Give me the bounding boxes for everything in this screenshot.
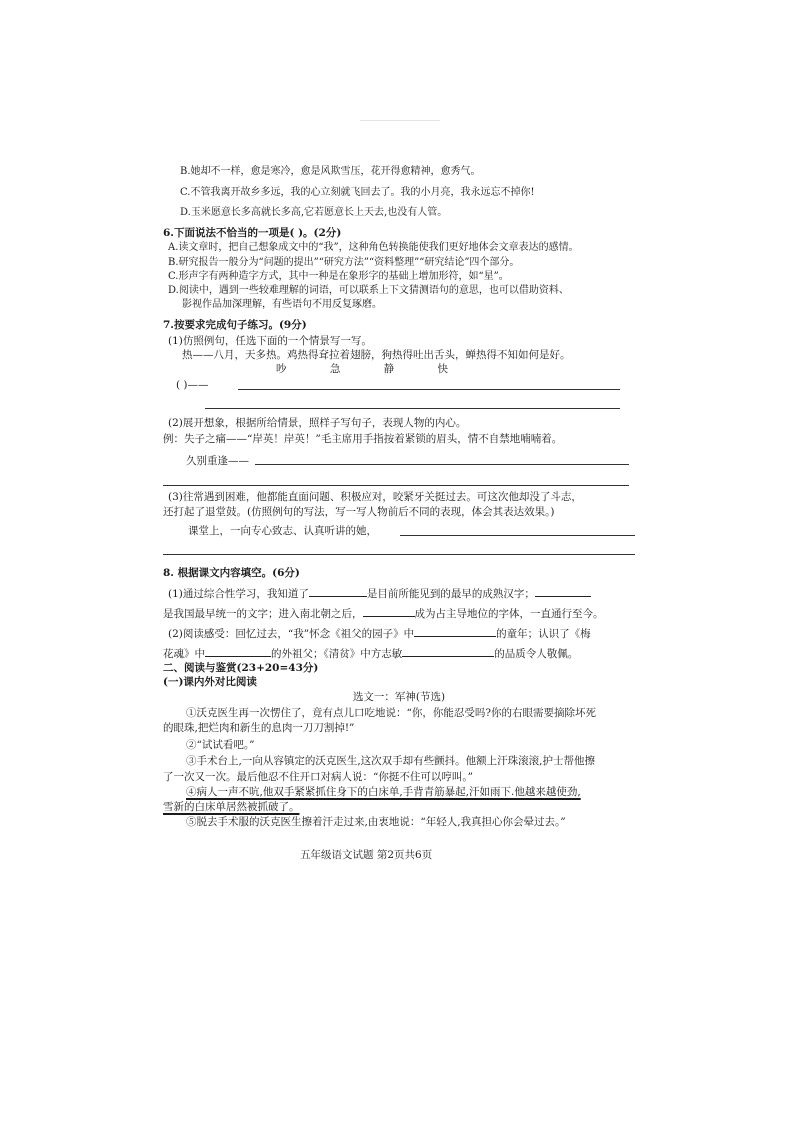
q7-part2-answer-line-2[interactable] [163,485,629,486]
q7-part1-answer-prefix: ( )—— [176,379,209,391]
q8-line-2-text-b: 成为占主导地位的字体，一直通行至今。 [414,608,604,620]
passage-para-3-line-2: 了一次又一次。最后他忍不住开口对病人说：“你挺不住可以哼叫。” [163,771,473,783]
q8-line-3-text-b: 的童年；认识了《梅 [496,628,591,640]
passage-para-4-line-1: ④病人一声不吭,他双手紧紧抓住身下的白床单,手背青筋暴起,汗如雨下.他越来越使劲, [186,786,581,798]
passage-title: 选文一：军神(节选) [352,691,446,703]
q8-line-3 [168,625,591,641]
q7-part1-instruction: (1)仿照例句，任选下面的一个情景写一写。 [168,335,372,347]
passage-para-5: ⑤脱去手术服的沃克医生擦着汗走过来,由衷地说：“年轻人,我真担心你会晕过去。” [186,816,566,828]
q8-blank-6[interactable] [402,645,494,657]
q7-part1-example: 热——八月，天多热。鸡热得耷拉着翅膀，狗热得吐出舌头，蝉热得不知如何是好。 [182,349,571,361]
q7-part3-text-2: 还打起了退堂鼓。(仿照例句的写法，写一写人物前后不同的表现，体会其表达效果。) [163,506,555,518]
q8-line-1 [168,585,591,601]
word-jing: 静 [383,363,395,375]
q8-line-1-text-a: (1)通过综合性学习，我知道了 [168,588,309,600]
q5-option-d: D.玉米愿意长多高就长多高,它若愿意长上天去,也没有人管。 [180,207,448,218]
q7-part1-answer-line-2[interactable] [205,408,620,409]
q8-line-4-text-b: 的外祖父；《清贫》中方志敏 [271,648,403,660]
q6-option-a: A.读文章时，把自己想象成文中的“我”，这种角色转换能使我们更好地体会文章表达的感情。 [168,242,579,253]
page-footer: 五年级语文试题 第2页共6页 [300,849,433,861]
q8-line-2-text-a: 是我国最早统一的文字；进入南北朝之后， [163,608,363,620]
q7-part3-answer-line-1[interactable] [400,535,635,536]
q8-blank-3[interactable] [363,605,415,617]
q7-part2-answer-prefix: 久别重逢—— [186,455,249,467]
q8-line-2 [163,605,604,621]
q6-option-b: B.研究报告一般分为“问题的提出”“研究方法”“资料整理”“研究结论”四个部分。 [168,257,520,268]
passage-para-4-line-2: 雪新的白床单居然被抓破了。 [163,801,300,813]
q8-line-3-text-a: (2)阅读感受：回忆过去，“我”怀念《祖父的园子》中 [168,628,415,640]
q8-line-4-text-c: 的品质令人敬佩。 [494,648,579,660]
section2-subtitle: (一)课内外对比阅读 [163,676,257,688]
q8-stem: 8. 根据课文内容填空。(6分) [163,567,300,579]
q8-line-4 [163,645,578,661]
q8-blank-5[interactable] [205,645,271,657]
q6-option-d-line2: 影视作品加深理解，有些语句不用反复琢磨。 [182,299,382,310]
q7-part2-example: 例：失子之痛——“岸英！岸英！”毛主席用手指按着紧锁的眉头，情不自禁地喃喃着。 [163,433,563,445]
passage-para-3-line-1: ③手术台上,一向从容镇定的沃克医生,这次双手却有些颤抖。他额上汗珠滚滚,护士帮他擦 [186,755,596,767]
q6-option-d-line1: D.阅读中，遇到一些较难理解的词语，可以联系上下文猜测语句的意思，也可以借助资料、 [168,285,569,296]
q8-blank-4[interactable] [414,625,496,637]
q6-option-c: C.形声字有两种造字方式，其中一种是在象形字的基础上增加形符，如“星”。 [168,271,509,282]
word-ji: 急 [329,363,341,375]
word-chao: 吵 [276,363,287,375]
passage-para-1-line-1: ①沃克医生再一次愣住了，竟有点儿口吃地说：“你，你能忍受吗?你的右眼需要摘除坏死 [186,707,596,719]
q7-part3-answer-prefix: 课堂上，一向专心致志、认真听讲的她， [188,525,377,537]
q5-option-b: B.她却不一样，愈是寒冷，愈是风欺雪压，花开得愈精神，愈秀气。 [180,166,481,177]
section2-title: 二、阅读与鉴赏(23+20=43分) [163,662,319,674]
q5-option-c: C.不管我离开故乡多远，我的心立刻就飞回去了。我的小月亮，我永远忘不掉你! [180,187,535,198]
q6-stem: 6.下面说法不恰当的一项是( )。(2分) [163,227,342,239]
q8-line-4-text-a: 花魂》中 [163,648,205,660]
q8-blank-2[interactable] [535,585,591,597]
scan-artifact-line [360,120,440,121]
q7-part2-instruction: (2)展开想象，根据所给情景，照样子写句子，表现人物的内心。 [168,417,467,429]
q7-part1-words [276,362,488,376]
q7-part3-text-1: (3)往常遇到困难，他都能直面问题、积极应对，咬紧牙关挺过去。可这次他却没了斗志， [168,491,582,503]
passage-para-2: ②“试试看吧。” [186,739,255,751]
passage-para-1-line-2: 的眼珠,把烂肉和新生的息肉一刀刀割掉!” [163,722,355,734]
q8-blank-1[interactable] [309,585,367,597]
q7-part3-answer-line-2[interactable] [163,554,635,555]
q7-part2-answer-line-1[interactable] [255,464,629,465]
q7-stem: 7.按要求完成句子练习。(9分) [163,319,307,331]
q8-line-1-text-b: 是目前所能见到的最早的成熟汉字； [366,588,535,600]
word-kuai: 快 [437,363,449,375]
q7-part1-answer-line-1[interactable] [238,389,620,390]
